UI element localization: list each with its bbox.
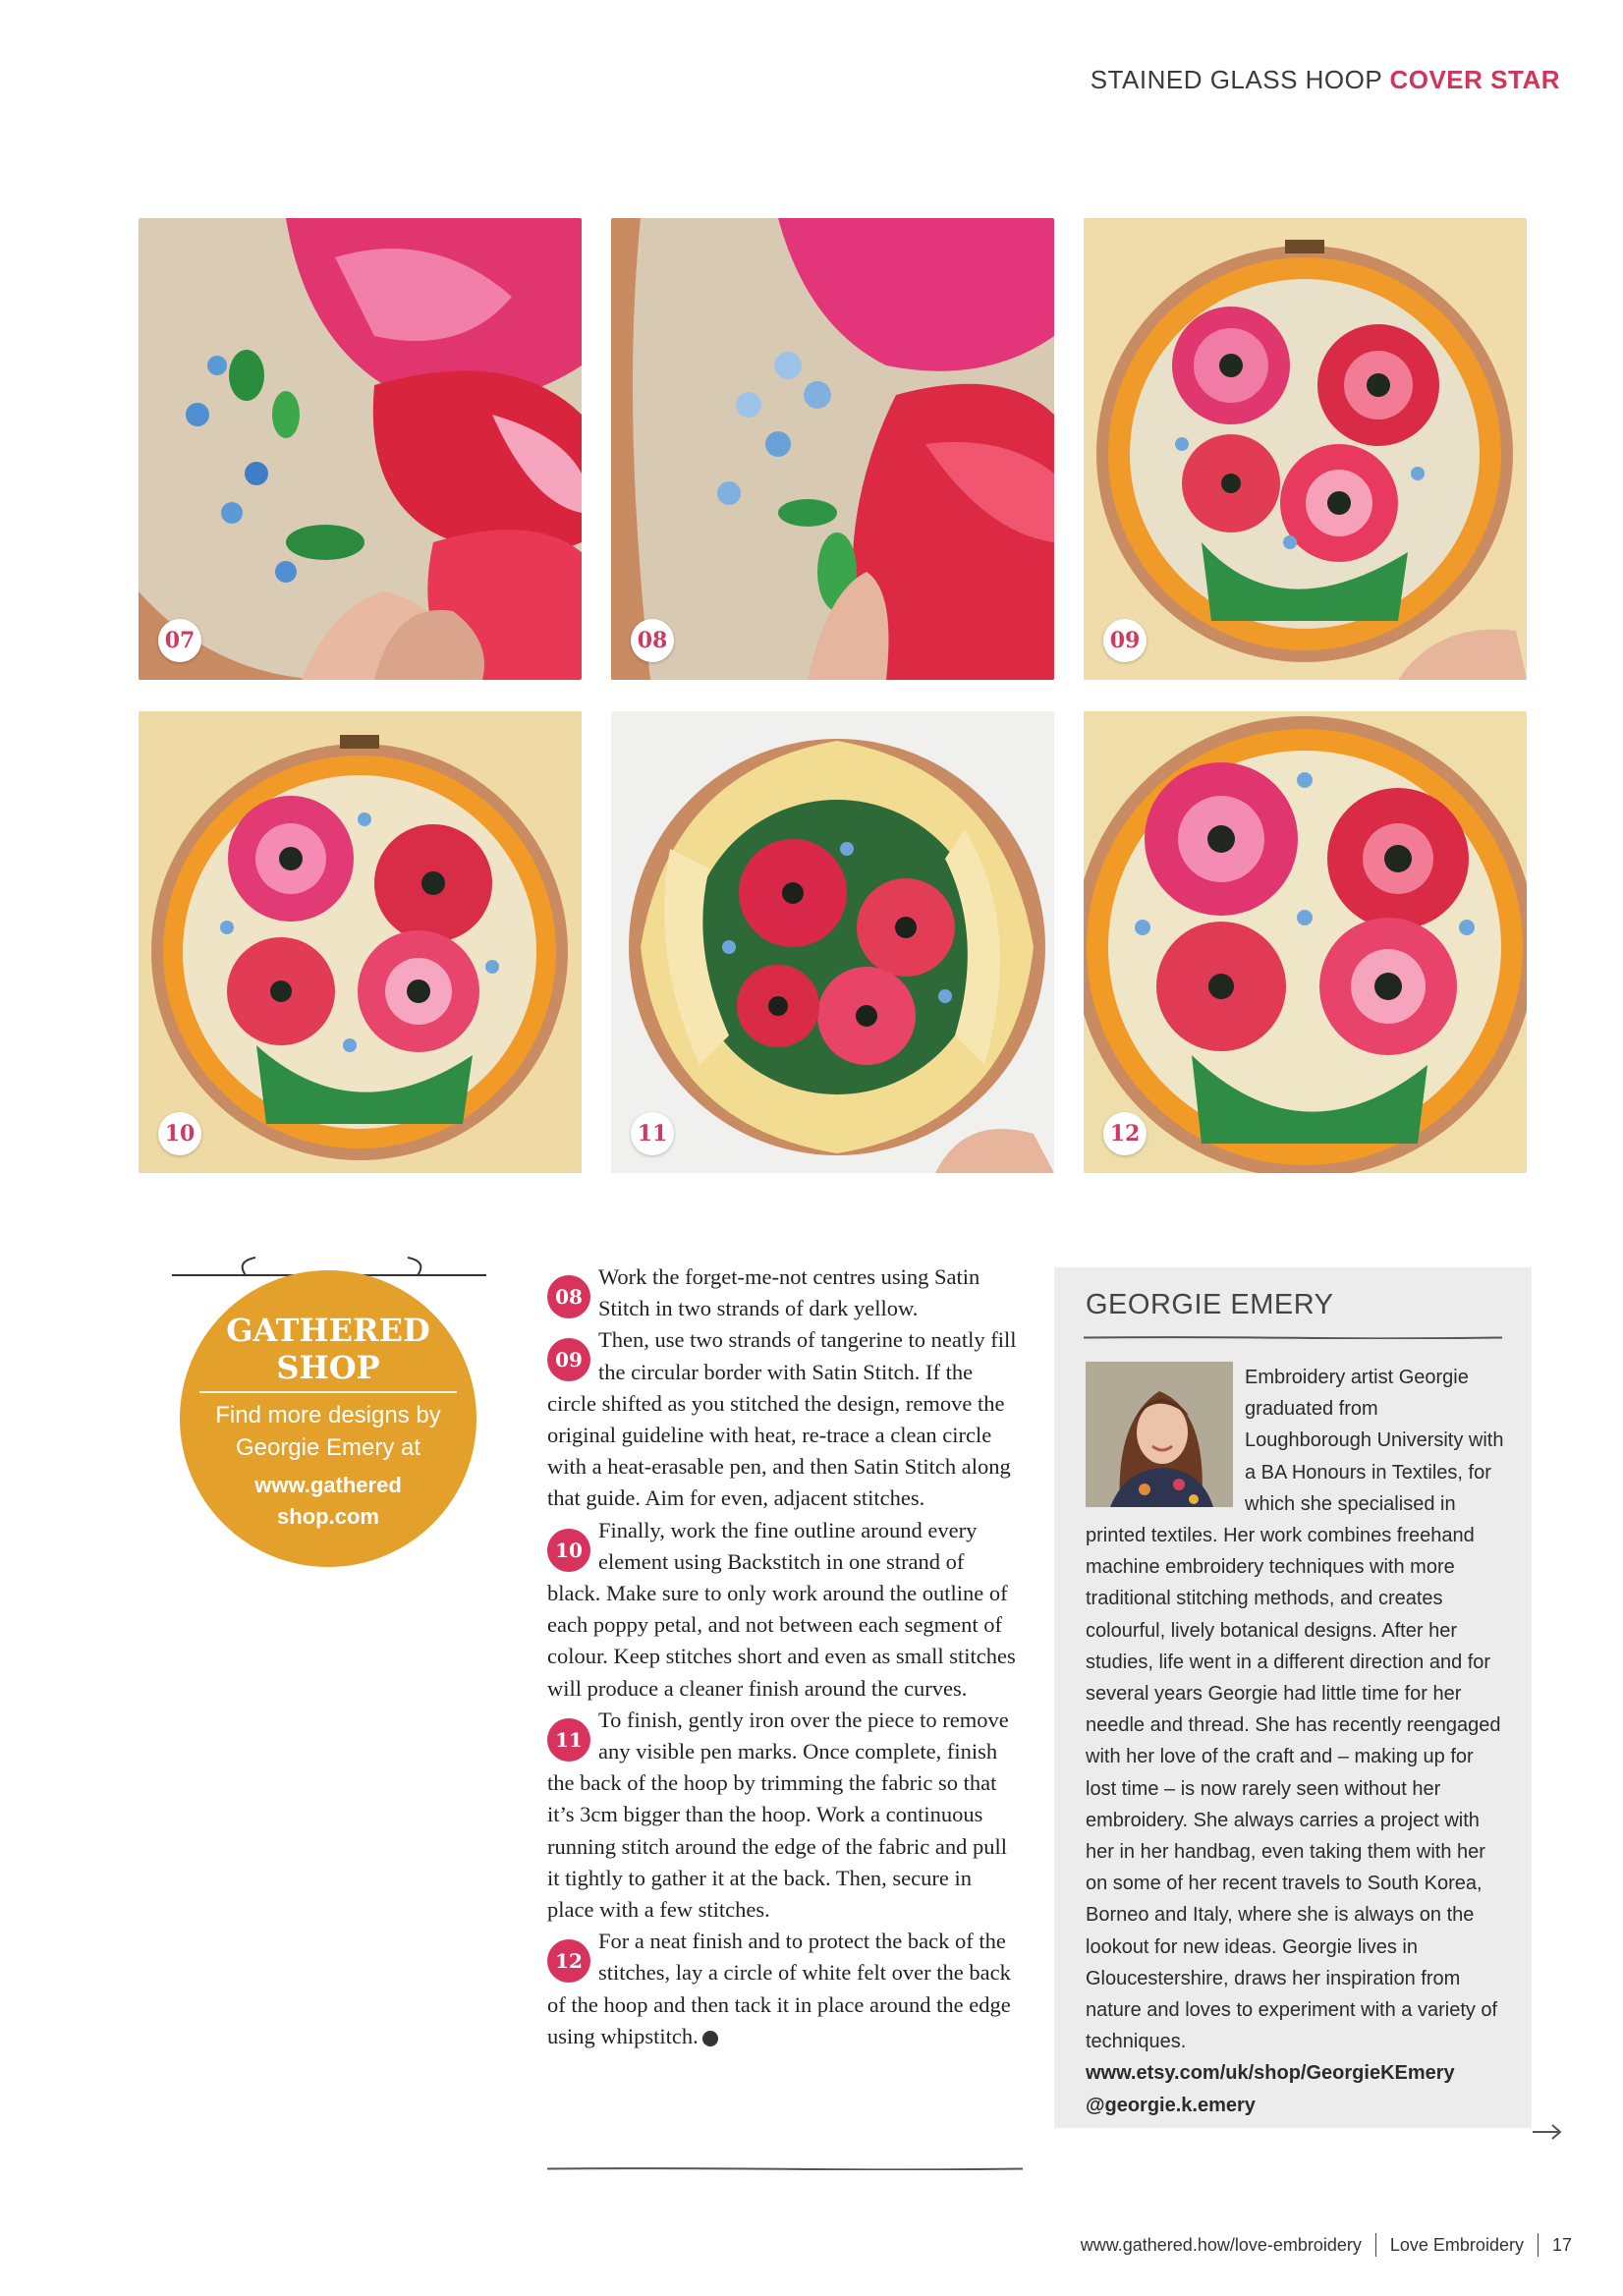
step-number-badge: 11	[547, 1718, 590, 1762]
artist-name: GEORGIE EMERY	[1086, 1289, 1334, 1320]
footer-magazine: Love Embroidery	[1389, 2234, 1524, 2255]
step-09	[547, 1324, 1021, 1514]
step-photo-12	[1084, 711, 1527, 1173]
header-accent: COVER STAR	[1389, 65, 1560, 94]
footer-separator	[1375, 2233, 1376, 2257]
artist-bio-text	[1086, 1362, 1508, 2121]
shop-divider	[199, 1391, 457, 1393]
artist-bio-box	[1054, 1267, 1532, 2128]
instagram-link[interactable]: @georgie.k.emery	[1086, 2094, 1256, 2116]
bio-paragraph: Embroidery artist Georgie graduated from Loughborough University with a BA Honours in Textiles, for which she specialised in printed textiles. Her work combines freehand machine embroidery techniques with more traditional stitching methods, and creates colourful, lively botanical designs. After her studies, life went in a different direction and for several years Georgie had little time for her needle and thread. She has recently reengaged with her love of the craft and – making up for lost time – is now rarely seen without her embroidery. She always carries a project with her in her handbag, even taking them with her on some of her recent travels to South Korea, Borneo and Italy, where she is always on the lookout for new ideas. Georgie lives in Gloucestershire, draws her inspiration from nature and loves to experiment with a variety of techniques.	[1086, 1367, 1504, 2053]
step-photo-08	[611, 218, 1054, 680]
step-number-badge: 12	[547, 1939, 590, 1983]
shop-title-line1: GATHERED	[226, 1312, 430, 1349]
step-text: To finish, gently iron over the piece to remove any visible pen marks. Once complete, finish the back of the hoop by trimming the fabric so that it’s 3cm bigger than the hoop. Work a continuous running stitch around the edge of the fabric and pull it tightly to gather it at the back. Then, secure in place with a few stitches.	[547, 1707, 1009, 1923]
step-photo-09	[1084, 218, 1527, 680]
step-photo-07	[139, 218, 582, 680]
steps-divider	[547, 2167, 1023, 2170]
gathered-shop-promo[interactable]	[180, 1270, 476, 1567]
step-10	[547, 1515, 1021, 1705]
step-photo-11	[611, 711, 1054, 1173]
shop-title	[180, 1312, 476, 1386]
shop-link-line2[interactable]: shop.com	[277, 1504, 379, 1529]
step-number-badge: 08	[547, 1275, 590, 1318]
page-footer	[1081, 2233, 1572, 2257]
shop-link-line1[interactable]: www.gathered	[254, 1473, 402, 1497]
header-prefix: STAINED GLASS HOOP	[1090, 65, 1382, 94]
shop-title-line2: SHOP	[276, 1349, 380, 1386]
step-text: Then, use two strands of tangerine to neatly fill the circular border with Satin Stitch. If the circle shifted as you stitched the design, remove the original guideline with heat, re-trace a clean circle with a heat-erasable pen, and then Satin Stitch along that guide. Aim for even, adjacent stitches.	[547, 1327, 1017, 1511]
step-photo-10	[139, 711, 582, 1173]
running-header	[1091, 65, 1560, 95]
page-number: 17	[1551, 2234, 1572, 2255]
footer-separator	[1538, 2233, 1539, 2257]
instruction-steps	[547, 1261, 1021, 2052]
step-badge: 09	[1103, 619, 1147, 662]
step-text: Work the forget-me-not centres using Satin Stitch in two strands of dark yellow.	[598, 1264, 980, 1321]
step-number-badge: 09	[547, 1338, 590, 1381]
arrow-right-icon	[1531, 2122, 1564, 2142]
shop-text-line1: Find more designs by	[215, 1402, 441, 1428]
step-11	[547, 1705, 1021, 1926]
shop-text-line2: Georgie Emery at	[235, 1434, 421, 1461]
step-text: For a neat finish and to protect the back of the stitches, lay a circle of white felt over the back of the hoop and then tack it in place around the edge using whipstitch.	[547, 1929, 1011, 2048]
step-badge: 07	[158, 619, 201, 662]
etsy-link[interactable]: www.etsy.com/uk/shop/GeorgieKEmery	[1086, 2062, 1455, 2085]
step-number-badge: 10	[547, 1529, 590, 1572]
step-12	[547, 1926, 1021, 2052]
portrait-spacer	[1086, 1362, 1245, 1519]
step-badge: 11	[631, 1112, 674, 1155]
step-08	[547, 1261, 1021, 1324]
end-mark-icon	[702, 2031, 718, 2046]
step-badge: 12	[1103, 1112, 1147, 1155]
step-badge: 10	[158, 1112, 201, 1155]
step-text: Finally, work the fine outline around every element using Backstitch in one strand of black. Make sure to only work around the outline of each poppy petal, and not between each segment of colour. Keep stitches short and even as small stitches will produce a cleaner finish around the curves.	[547, 1517, 1016, 1701]
shop-link[interactable]	[180, 1470, 476, 1533]
footer-url[interactable]: www.gathered.how/love-embroidery	[1080, 2234, 1362, 2255]
step-badge: 08	[631, 619, 674, 662]
bio-divider	[1084, 1336, 1502, 1339]
